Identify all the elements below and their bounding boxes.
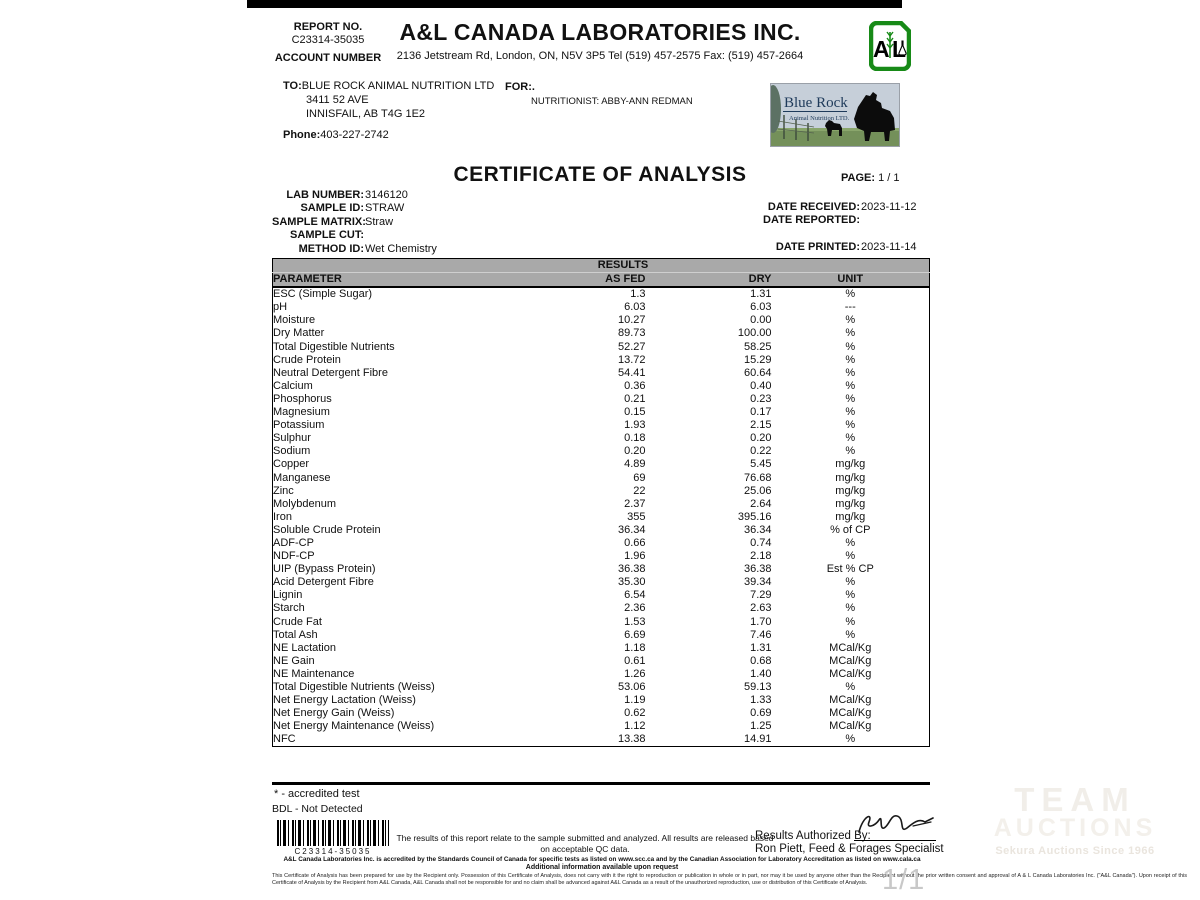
table-row: [273, 720, 930, 733]
sample-matrix-row: [272, 216, 437, 229]
account-number-label: ACCOUNT NUMBER: [274, 52, 382, 64]
sample-meta-left: [272, 189, 437, 256]
table-cell: mg/kg: [835, 471, 866, 484]
table-cell: Neutral Detergent Fibre: [273, 366, 388, 379]
to-line: [283, 79, 494, 93]
table-cell: Dry Matter: [273, 327, 325, 340]
table-row: [273, 314, 930, 327]
table-cell: 0.62: [624, 707, 646, 720]
results-tbody: [273, 287, 930, 747]
table-row: [273, 498, 930, 511]
table-cell: 0.23: [750, 392, 772, 405]
table-cell: mg/kg: [835, 497, 866, 510]
table-cell: 2.36: [624, 602, 646, 615]
table-cell: 100.00: [737, 327, 772, 340]
authorized-by-name: Ron Piett, Feed & Forages Specialist: [755, 843, 944, 855]
table-cell: 0.18: [624, 432, 646, 445]
table-cell: 395.16: [737, 510, 772, 523]
date-reported-row: [692, 214, 916, 227]
barcode-label: C23314-35035: [294, 847, 372, 856]
table-row: [273, 354, 930, 367]
date-reported-label: DATE REPORTED:: [763, 214, 860, 227]
to-name: BLUE ROCK ANIMAL NUTRITION LTD: [301, 80, 495, 92]
table-cell: 6.69: [624, 628, 646, 641]
col-unit: UNIT: [772, 273, 930, 288]
table-cell: MCal/Kg: [829, 720, 872, 733]
phone-value: 403-227-2742: [320, 129, 389, 141]
table-cell: pH: [273, 301, 288, 314]
phone-line: [283, 129, 389, 141]
table-cell: Total Digestible Nutrients: [273, 340, 395, 353]
table-cell: %: [845, 340, 856, 353]
table-cell: MCal/Kg: [829, 694, 872, 707]
table-cell: 1.40: [750, 667, 772, 680]
table-row: [273, 668, 930, 681]
col-as-fed: AS FED: [561, 273, 646, 288]
table-cell: Acid Detergent Fibre: [273, 576, 374, 589]
phone-label: Phone:: [283, 129, 321, 141]
table-cell: 7.46: [750, 628, 772, 641]
lab-number-label: LAB NUMBER:: [286, 189, 364, 201]
sample-matrix-value: Straw: [365, 215, 394, 228]
team-auctions-watermark-line1: TEAM: [1014, 781, 1136, 818]
table-cell: Soluble Crude Protein: [273, 523, 381, 536]
table-cell: 10.27: [617, 314, 646, 327]
table-cell: %: [845, 379, 856, 392]
accreditation-statement: A&L Canada Laboratories Inc. is accredited by the Standards Council of Canada for specific tests as listed on www.scc.ca and by the Canadian Association for Laboratory Accreditation as listed on www.cala.ca: [283, 856, 921, 863]
method-id-label: METHOD ID:: [298, 242, 364, 255]
table-cell: Crude Fat: [273, 615, 322, 628]
table-cell: 0.66: [624, 536, 646, 549]
page-info: [841, 172, 900, 184]
table-row: [273, 287, 930, 301]
sample-cut-label: SAMPLE CUT:: [290, 229, 364, 242]
table-cell: %: [845, 392, 856, 405]
table-cell: Zinc: [273, 484, 294, 497]
table-row: [273, 341, 930, 354]
date-printed-value: 2023-11-14: [861, 241, 917, 254]
sample-matrix-label: SAMPLE MATRIX:: [272, 215, 366, 228]
table-row: [273, 327, 930, 340]
table-cell: 36.34: [617, 523, 646, 536]
table-cell: 36.38: [617, 563, 646, 576]
col-parameter: PARAMETER: [273, 273, 561, 288]
addressee-block: [283, 79, 494, 121]
table-cell: Total Ash: [273, 628, 318, 641]
table-cell: UIP (Bypass Protein): [273, 563, 376, 576]
table-cell: Phosphorus: [273, 392, 332, 405]
table-cell: %: [845, 681, 856, 693]
lab-number-value: 3146120: [365, 189, 408, 201]
table-cell: mg/kg: [835, 458, 866, 471]
col-dry: DRY: [646, 273, 772, 288]
page-label: PAGE:: [841, 172, 876, 184]
table-row: [273, 563, 930, 576]
table-cell: Potassium: [273, 419, 325, 432]
table-cell: 0.15: [624, 406, 646, 419]
date-received-row: [692, 201, 916, 214]
table-row: [273, 301, 930, 314]
table-cell: 1.3: [630, 288, 646, 301]
table-cell: %: [845, 445, 856, 458]
table-cell: 14.91: [743, 733, 772, 746]
table-cell: 0.00: [750, 314, 772, 327]
table-row: [273, 367, 930, 380]
team-auctions-watermark-line2: AUCTIONS: [993, 814, 1157, 842]
table-cell: %: [845, 733, 856, 746]
table-cell: %: [845, 628, 856, 641]
table-cell: 13.38: [617, 733, 646, 746]
table-cell: MCal/Kg: [829, 641, 872, 654]
table-row: [273, 733, 930, 747]
table-cell: 60.64: [743, 366, 772, 379]
table-cell: 0.20: [750, 432, 772, 445]
company-name: A&L CANADA LABORATORIES INC.: [399, 19, 801, 45]
table-cell: 54.41: [617, 366, 646, 379]
table-cell: 1.70: [750, 615, 772, 628]
table-cell: Copper: [273, 458, 310, 471]
table-cell: Sulphur: [273, 432, 311, 445]
al-laboratories-logo-icon: [869, 21, 911, 71]
table-cell: %: [845, 288, 856, 301]
footer-divider: [272, 782, 930, 785]
barcode: [277, 820, 389, 846]
table-cell: 1.33: [750, 694, 772, 707]
table-cell: 36.34: [743, 523, 772, 536]
date-printed-label: DATE PRINTED:: [775, 241, 860, 254]
table-cell: 1.53: [624, 615, 646, 628]
signature-line: [854, 840, 936, 841]
table-cell: 15.29: [743, 353, 772, 366]
table-row: [273, 550, 930, 563]
table-cell: 0.17: [750, 406, 772, 419]
table-cell: %: [845, 353, 856, 366]
company-address: 2136 Jetstream Rd, London, ON, N5V 3P5 Tel (519) 457-2575 Fax: (519) 457-2664: [396, 50, 804, 62]
logo-letter-l: L: [892, 36, 907, 62]
table-cell: Sodium: [273, 445, 311, 458]
table-cell: Magnesium: [273, 406, 330, 419]
table-cell: Net Energy Maintenance (Weiss): [273, 720, 435, 733]
scan-edge-strip: [247, 0, 902, 8]
table-cell: 53.06: [617, 681, 646, 693]
signature: [853, 808, 939, 840]
table-row: [273, 406, 930, 419]
table-cell: ADF-CP: [273, 536, 314, 549]
lab-number-row: [272, 189, 437, 202]
table-cell: MCal/Kg: [829, 667, 872, 680]
company-block: [310, 19, 890, 62]
table-cell: 2.37: [624, 497, 646, 510]
for-label: FOR:.: [505, 81, 535, 93]
table-row: [273, 472, 930, 485]
results-header-row: [273, 259, 930, 273]
results-table: [272, 258, 930, 747]
table-row: [273, 655, 930, 668]
table-cell: 0.61: [624, 654, 646, 667]
table-cell: 39.34: [743, 576, 772, 589]
blue-rock-logo: [770, 83, 900, 147]
table-cell: ESC (Simple Sugar): [273, 288, 373, 301]
table-cell: mg/kg: [835, 484, 866, 497]
table-row: [273, 681, 930, 694]
table-cell: %: [845, 366, 856, 379]
table-cell: 0.20: [624, 445, 646, 458]
table-cell: Net Energy Gain (Weiss): [273, 707, 395, 720]
sample-cut-value: [364, 229, 365, 242]
table-cell: NE Lactation: [273, 641, 336, 654]
table-cell: 1.25: [750, 720, 772, 733]
table-cell: Crude Protein: [273, 353, 341, 366]
legal-disclaimer: This Certificate of Analysis has been prepared for use by the Recipient only. Possession of this Certificate of Analysis, does not carry with it the right to reproduction or publication in whole or in part, nor may it be used by anyone other than the Recipient without the prior written consent and approval of A & L Canada Laboratories Inc. ("A&L Canada"). Upon receipt of this Certificate of Analysis by the Recipient from A&L Canada, A&L Canada shall not be responsible for and no claim shall be advanced against A&L Canada as a result of the unauthorized reproduction, use or distribution of this Certificate of Analysis.: [272, 873, 1187, 886]
table-cell: 36.38: [743, 563, 772, 576]
bluerock-name: Blue Rock: [784, 95, 848, 111]
table-cell: %: [845, 419, 856, 432]
to-address2: INNISFAIL, AB T4G 1E2: [306, 108, 426, 120]
table-cell: 7.29: [750, 589, 772, 602]
table-cell: 89.73: [617, 327, 646, 340]
table-cell: %: [845, 576, 856, 589]
table-row: [273, 458, 930, 471]
table-cell: NE Maintenance: [273, 667, 355, 680]
table-row: [273, 589, 930, 602]
page-counter-watermark: 1/1: [882, 864, 926, 896]
table-cell: 0.40: [750, 379, 772, 392]
table-cell: 59.13: [743, 681, 772, 693]
table-cell: 6.03: [750, 301, 772, 314]
date-received-value: 2023-11-12: [861, 201, 917, 213]
table-cell: 2.15: [750, 419, 772, 432]
table-row: [273, 419, 930, 432]
table-cell: %: [845, 615, 856, 628]
nutritionist-line: NUTRITIONIST: ABBY-ANN REDMAN: [531, 96, 693, 107]
logo-letter-a: A: [873, 36, 890, 62]
table-cell: 0.68: [750, 654, 772, 667]
table-cell: Moisture: [273, 314, 316, 327]
table-cell: Starch: [273, 602, 305, 615]
report-no-value: C23314-35035: [291, 34, 365, 46]
table-row: [273, 393, 930, 406]
table-cell: Total Digestible Nutrients (Weiss): [273, 681, 435, 693]
table-row: [273, 445, 930, 458]
table-cell: 22: [633, 484, 646, 497]
column-header-row: [273, 273, 930, 288]
for-block: [505, 81, 693, 107]
table-cell: %: [845, 589, 856, 602]
table-cell: 1.19: [624, 694, 646, 707]
table-row: [273, 524, 930, 537]
accredited-footnote: * - accredited test: [274, 788, 360, 800]
date-received-label: DATE RECEIVED:: [767, 201, 860, 213]
table-cell: 0.69: [750, 707, 772, 720]
table-cell: 1.96: [624, 550, 646, 563]
table-cell: 1.31: [750, 641, 772, 654]
table-cell: 1.26: [624, 667, 646, 680]
table-cell: NE Gain: [273, 654, 315, 667]
table-cell: 25.06: [743, 484, 772, 497]
table-cell: %: [845, 550, 856, 563]
table-cell: 1.18: [624, 641, 646, 654]
sample-id-label: SAMPLE ID:: [300, 202, 364, 215]
bluerock-subtitle: Animal Nutrition LTD.: [789, 115, 850, 122]
table-cell: ---: [844, 301, 856, 314]
table-row: [273, 576, 930, 589]
results-header: RESULTS: [273, 259, 930, 273]
report-no-label: REPORT NO.: [293, 21, 363, 33]
table-cell: %: [845, 602, 856, 615]
table-cell: 6.03: [624, 301, 646, 314]
table-cell: Est % CP: [826, 563, 874, 576]
table-row: [273, 602, 930, 615]
table-cell: 6.54: [624, 589, 646, 602]
table-cell: Net Energy Lactation (Weiss): [273, 694, 416, 707]
bdl-footnote: BDL - Not Detected: [272, 803, 363, 815]
authorized-by-label: Results Authorized By:: [755, 830, 871, 842]
table-cell: 2.64: [750, 497, 772, 510]
table-cell: 58.25: [743, 340, 772, 353]
to-address1: 3411 52 AVE: [306, 94, 369, 106]
table-cell: 2.18: [750, 550, 772, 563]
page-value: 1 / 1: [878, 172, 900, 184]
table-cell: 69: [633, 471, 646, 484]
to-label: TO:: [283, 80, 302, 92]
table-cell: MCal/Kg: [829, 707, 872, 720]
table-cell: NDF-CP: [273, 550, 315, 563]
table-cell: %: [845, 327, 856, 340]
sample-cut-row: [272, 229, 437, 242]
table-cell: Manganese: [273, 471, 331, 484]
table-cell: 1.93: [624, 419, 646, 432]
table-row: [273, 694, 930, 707]
table-cell: 0.21: [624, 392, 646, 405]
table-cell: 355: [627, 510, 646, 523]
table-cell: 4.89: [624, 458, 646, 471]
table-cell: %: [845, 314, 856, 327]
table-cell: 52.27: [617, 340, 646, 353]
table-cell: Lignin: [273, 589, 303, 602]
table-cell: mg/kg: [835, 510, 866, 523]
date-reported-value: [860, 214, 861, 227]
date-printed-row: [692, 241, 916, 254]
table-cell: 13.72: [617, 353, 646, 366]
table-cell: Calcium: [273, 379, 313, 392]
table-row: [273, 432, 930, 445]
table-row: [273, 629, 930, 642]
team-auctions-watermark-tagline: Sekura Auctions Since 1966: [995, 845, 1155, 857]
table-cell: 76.68: [743, 471, 772, 484]
table-cell: 0.74: [750, 536, 772, 549]
table-cell: 1.12: [624, 720, 646, 733]
method-id-value: Wet Chemistry: [365, 242, 437, 255]
table-cell: %: [845, 406, 856, 419]
table-row: [273, 485, 930, 498]
table-row: [273, 511, 930, 524]
table-row: [273, 537, 930, 550]
table-row: [273, 707, 930, 720]
table-cell: 5.45: [750, 458, 772, 471]
method-id-row: [272, 243, 437, 256]
additional-info-line: Additional information available upon request: [525, 864, 679, 871]
table-cell: % of CP: [830, 523, 871, 536]
qc-note: The results of this report relate to the sample submitted and analyzed. All results are released based on acceptable QC data.: [396, 833, 774, 854]
table-cell: 2.63: [750, 602, 772, 615]
table-cell: Molybdenum: [273, 497, 336, 510]
table-cell: %: [845, 432, 856, 445]
document-title: CERTIFICATE OF ANALYSIS: [453, 163, 747, 186]
table-cell: NFC: [273, 733, 296, 746]
sample-id-value: STRAW: [365, 202, 405, 215]
table-cell: %: [845, 536, 856, 549]
table-cell: 0.36: [624, 379, 646, 392]
table-row: [273, 380, 930, 393]
table-cell: 1.31: [750, 288, 772, 301]
sample-id-row: [272, 202, 437, 215]
table-row: [273, 616, 930, 629]
table-cell: MCal/Kg: [829, 654, 872, 667]
table-cell: 35.30: [617, 576, 646, 589]
table-row: [273, 642, 930, 655]
table-cell: Iron: [273, 510, 292, 523]
table-cell: 0.22: [750, 445, 772, 458]
sample-meta-right: [692, 201, 916, 255]
